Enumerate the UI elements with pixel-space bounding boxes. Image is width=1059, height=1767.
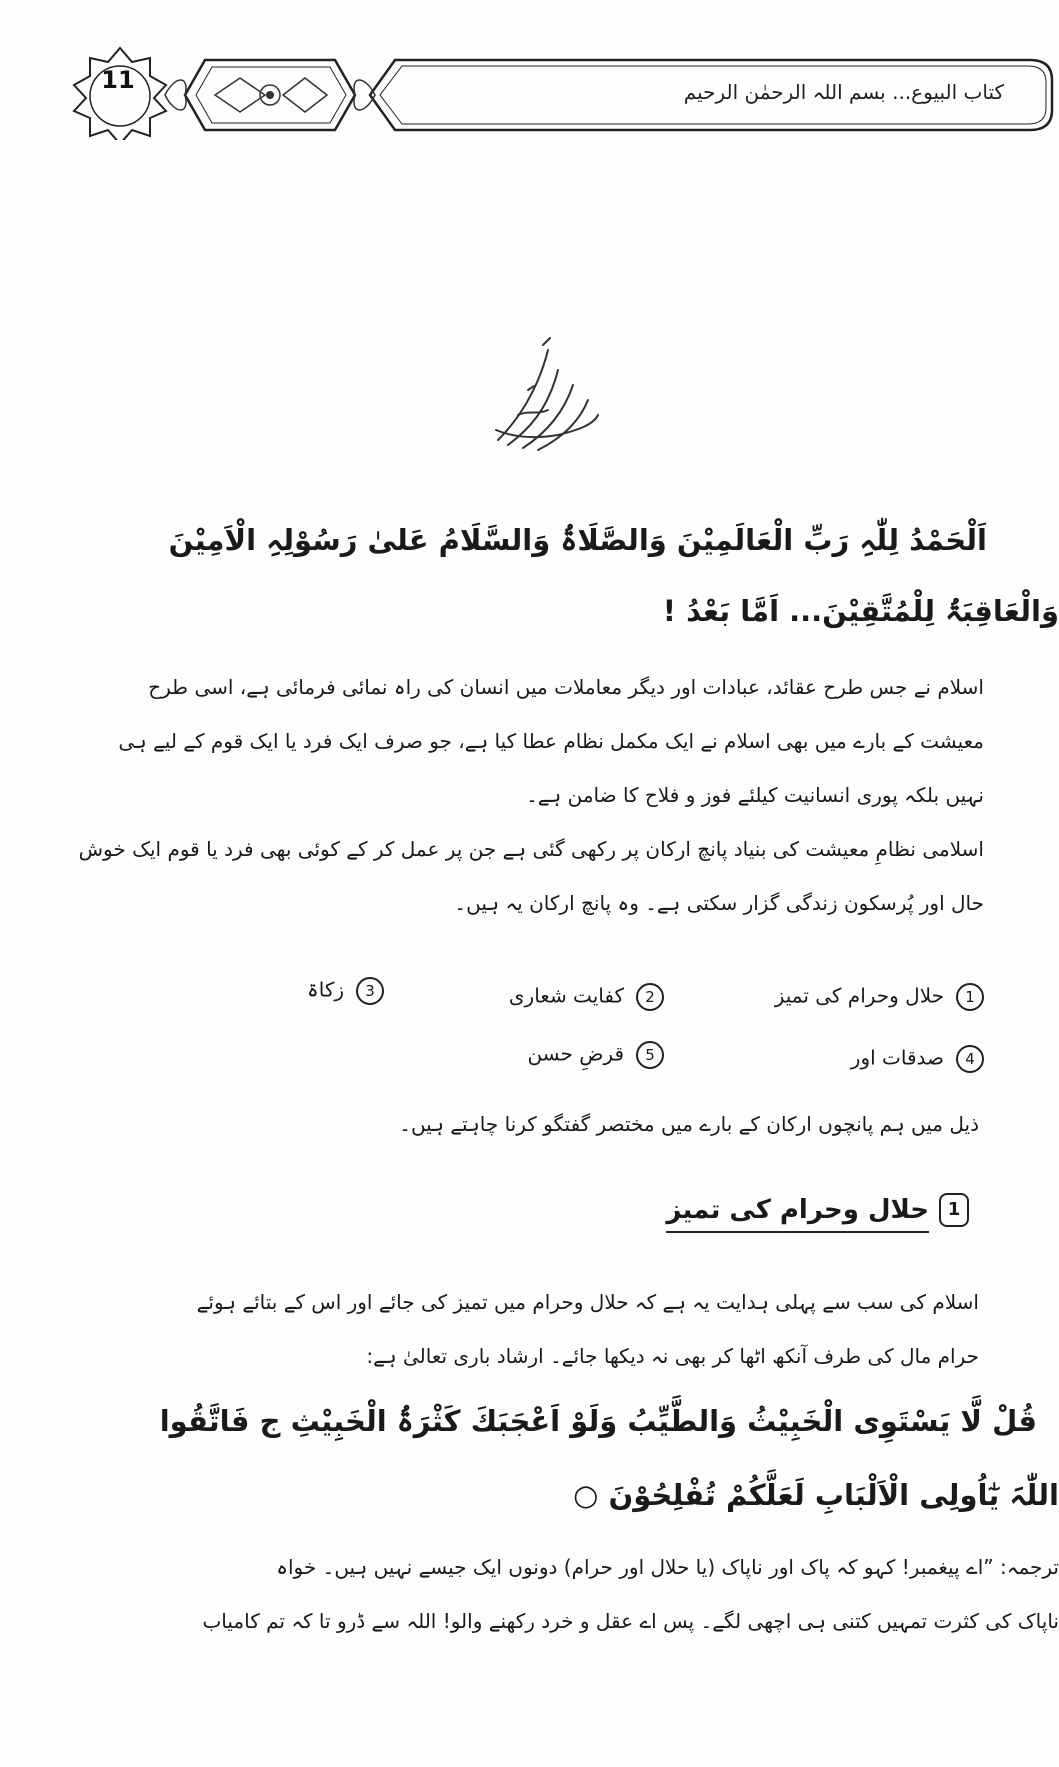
page-number: 11: [101, 66, 135, 94]
pillar-number: 1: [956, 983, 984, 1011]
page-header: [0, 0, 1059, 140]
section-number-badge: 1: [939, 1193, 969, 1227]
paragraph-line: اسلام کی سب سے پہلی ہدایت یہ ہے کہ حلال وحرام میں تمیز کی جائے اور اس کے بتائے ہوئے: [196, 1290, 979, 1314]
book-title: کتاب البیوع... بسم اللہ الرحمٰن الرحیم: [683, 80, 1004, 104]
opening-line-1: اَلْحَمْدُ لِلّٰہِ رَبِّ الْعَالَمِیْنَ وَالصَّلَاۃُ وَالسَّلَامُ عَلیٰ رَسُوْلِہِ الْاَمِیْنَ: [168, 523, 987, 557]
paragraph-line: ناپاک کی کثرت تمہیں کتنی ہی اچھی لگے۔ پس اے عقل و خرد رکھنے والو! اللہ سے ڈرو تا کہ تم کامیاب: [202, 1609, 1059, 1633]
paragraph-line: معیشت کے بارے میں بھی اسلام نے ایک مکمل نظام عطا کیا ہے، جو صرف ایک فرد یا ایک قوم کے لیے ہی: [118, 729, 984, 753]
paragraph-intro: [4, 660, 984, 822]
section-heading: [666, 1193, 969, 1227]
section-intro: [0, 1275, 979, 1383]
closing-line: ذیل میں ہم پانچوں ارکان کے بارے میں مختصر گفتگو کرنا چاہتے ہیں۔: [399, 1112, 979, 1136]
pillar-label: حلال وحرام کی تمیز: [774, 983, 944, 1008]
paragraph-line: اسلام نے جس طرح عقائد، عبادات اور دیگر معاملات میں انسان کی راہ نمائی فرمائی ہے، اسی طرح: [148, 675, 984, 699]
verse-translation: [0, 1540, 1059, 1648]
paragraph-line: ترجمہ: ”اے پیغمبر! کہو کہ پاک اور ناپاک (یا حلال اور حرام) دونوں ایک جیسے نہیں ہیں۔ خواہ: [276, 1555, 1059, 1579]
pillar-number: 4: [956, 1045, 984, 1073]
opening-line-2: وَالْعَاقِبَۃُ لِلْمُتَّقِیْنَ... اَمَّا بَعْدُ !: [662, 594, 1059, 628]
paragraph-line: اسلامی نظامِ معیشت کی بنیاد پانچ ارکان پر رکھی گئی ہے جن پر عمل کر کے کوئی بھی فرد یا قوم ایک خوش: [78, 837, 984, 861]
pillar-label: صدقات اور: [850, 1045, 944, 1070]
paragraph-line: حال اور پُرسکون زندگی گزار سکتی ہے۔ وہ پانچ ارکان یہ ہیں۔: [454, 891, 984, 915]
pillar-label: زکاۃ: [307, 977, 344, 1002]
paragraph-line: حرام مال کی طرف آنکھ اٹھا کر بھی نہ دیکھا جائے۔ ارشاد باری تعالیٰ ہے:: [366, 1344, 979, 1368]
verse-line-1: قُلْ لَّا یَسْتَوِی الْخَبِیْثُ وَالطَّیِّبُ وَلَوْ اَعْجَبَكَ كَثْرَۃُ الْخَبِیْثِ ج فَاتَّقُوا: [159, 1404, 1037, 1438]
pillar-label: قرضِ حسن: [527, 1041, 624, 1066]
pillar-number: 3: [356, 977, 384, 1005]
section-title: حلال وحرام کی تمیز: [666, 1195, 929, 1233]
pillar-label: کفایت شعاری: [508, 983, 624, 1008]
paragraph-economy: [4, 822, 984, 930]
pillar-number: 5: [636, 1041, 664, 1069]
paragraph-line: نہیں بلکہ پوری انسانیت کیلئے فوز و فلاح کا ضامن ہے۔: [526, 783, 984, 807]
pillars-list: [0, 975, 1059, 1095]
pillar-item: [307, 977, 384, 1005]
header-ornament: [0, 0, 1059, 140]
pillar-item: [851, 1045, 984, 1073]
pillar-number: 2: [636, 983, 664, 1011]
verse-line-2: اللّٰہَ یٰٓاُولِی الْاَلْبَابِ لَعَلَّكُمْ تُفْلِحُوْنَ ○: [573, 1478, 1059, 1512]
pillar-item: [775, 983, 984, 1011]
bismillah-calligraphy: [488, 330, 603, 460]
pillar-item: [509, 983, 664, 1011]
pillar-item: [527, 1041, 664, 1069]
